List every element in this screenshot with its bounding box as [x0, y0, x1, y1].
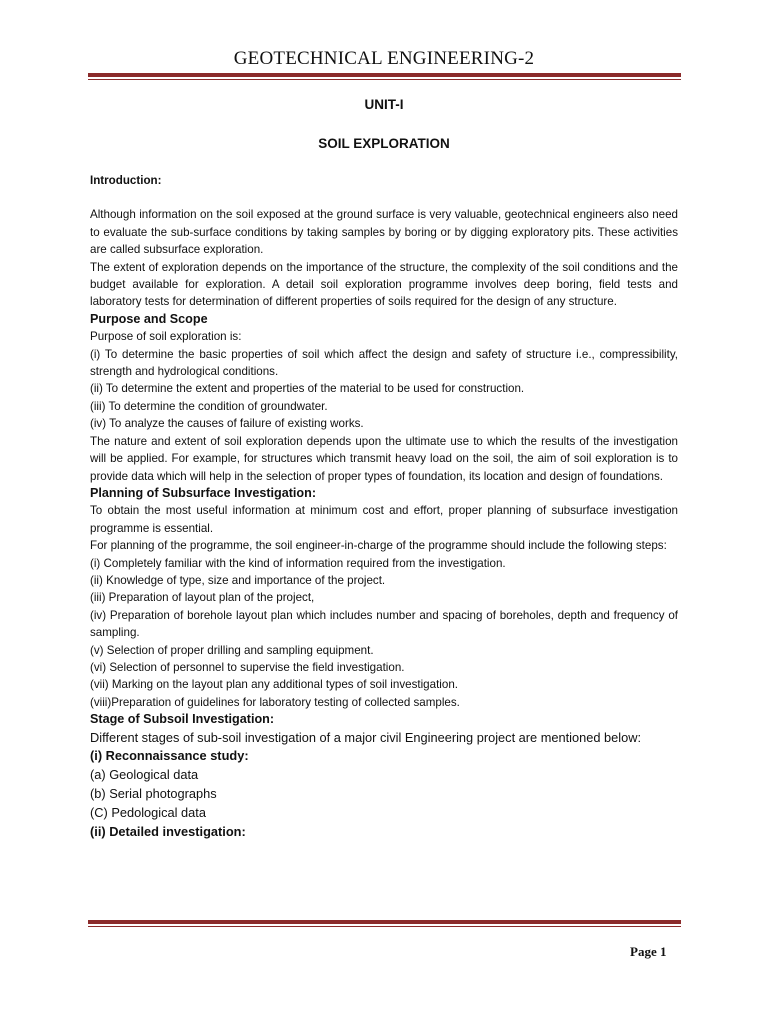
- paragraph: (b) Serial photographs: [90, 785, 217, 801]
- paragraph: (a) Geological data: [90, 767, 199, 783]
- section-heading: (i) Reconnaissance study:: [90, 748, 249, 764]
- chapter-title: SOIL EXPLORATION: [318, 136, 450, 151]
- paragraph: (ii) Knowledge of type, size and importance of the project.: [90, 573, 386, 587]
- paragraph: The extent of exploration depends on the importance of the structure, the complexity of the soil conditions and the budget available for exploration. A detail soil exploration programme involves deep boring, field tests and laboratory tests for determination of different properties of soils required for the design of any structure.: [90, 260, 678, 309]
- paragraph: Although information on the soil exposed at the ground surface is very valuable, geotechnical engineers also need to evaluate the sub-surface conditions by taking samples by boring or by digging exploratory pits. These activities are called subsurface exploration.: [90, 208, 678, 257]
- paragraph: For planning of the programme, the soil engineer-in-charge of the programme should include the following steps:: [90, 539, 667, 553]
- footer-rule: [88, 920, 681, 927]
- section-heading: Stage of Subsoil Investigation:: [90, 712, 275, 727]
- paragraph: (iv) Preparation of borehole layout plan which includes number and spacing of boreholes, depth and frequency of sampling.: [90, 608, 678, 640]
- paragraph: (iii) To determine the condition of groundwater.: [90, 399, 328, 413]
- paragraph: Different stages of sub-soil investigation of a major civil Engineering project are mentioned below:: [90, 729, 642, 745]
- body-text: [90, 172, 678, 841]
- section-heading: Planning of Subsurface Investigation:: [90, 485, 317, 500]
- paragraph: Purpose of soil exploration is:: [90, 330, 242, 344]
- paragraph: (C) Pedological data: [90, 804, 206, 820]
- page-number: Page 1: [630, 944, 667, 959]
- paragraph: (vi) Selection of personnel to supervise the field investigation.: [90, 660, 405, 674]
- section-heading: Introduction:: [90, 174, 162, 187]
- paragraph: (iv) To analyze the causes of failure of existing works.: [90, 417, 364, 431]
- paragraph: (i) Completely familiar with the kind of information required from the investigation.: [90, 556, 506, 570]
- paragraph: To obtain the most useful information at minimum cost and effort, proper planning of subsurface investigation programme is essential.: [90, 504, 678, 535]
- running-header: GEOTECHNICAL ENGINEERING-2: [233, 48, 535, 69]
- paragraph: (iii) Preparation of layout plan of the project,: [90, 591, 315, 605]
- section-heading: (ii) Detailed investigation:: [90, 823, 246, 839]
- section-heading: Purpose and Scope: [90, 311, 208, 326]
- unit-heading: UNIT-I: [364, 97, 404, 112]
- paragraph: The nature and extent of soil exploration depends upon the ultimate use to which the results of the investigation will be applied. For example, for structures which transmit heavy load on the soil, the aim of soil exploration is to provide data which will help in the selection of proper types of foundation, its location and design of foundations.: [90, 434, 678, 483]
- paragraph: (ii) To determine the extent and properties of the material to be used for construction.: [90, 382, 525, 396]
- paragraph: (v) Selection of proper drilling and sampling equipment.: [90, 643, 374, 657]
- paragraph: (viii)Preparation of guidelines for laboratory testing of collected samples.: [90, 695, 460, 709]
- header-rule: [88, 73, 681, 80]
- paragraph: (vii) Marking on the layout plan any additional types of soil investigation.: [90, 678, 458, 692]
- paragraph: (i) To determine the basic properties of soil which affect the design and safety of structure i.e., compressibility, strength and hydrological conditions.: [90, 347, 678, 379]
